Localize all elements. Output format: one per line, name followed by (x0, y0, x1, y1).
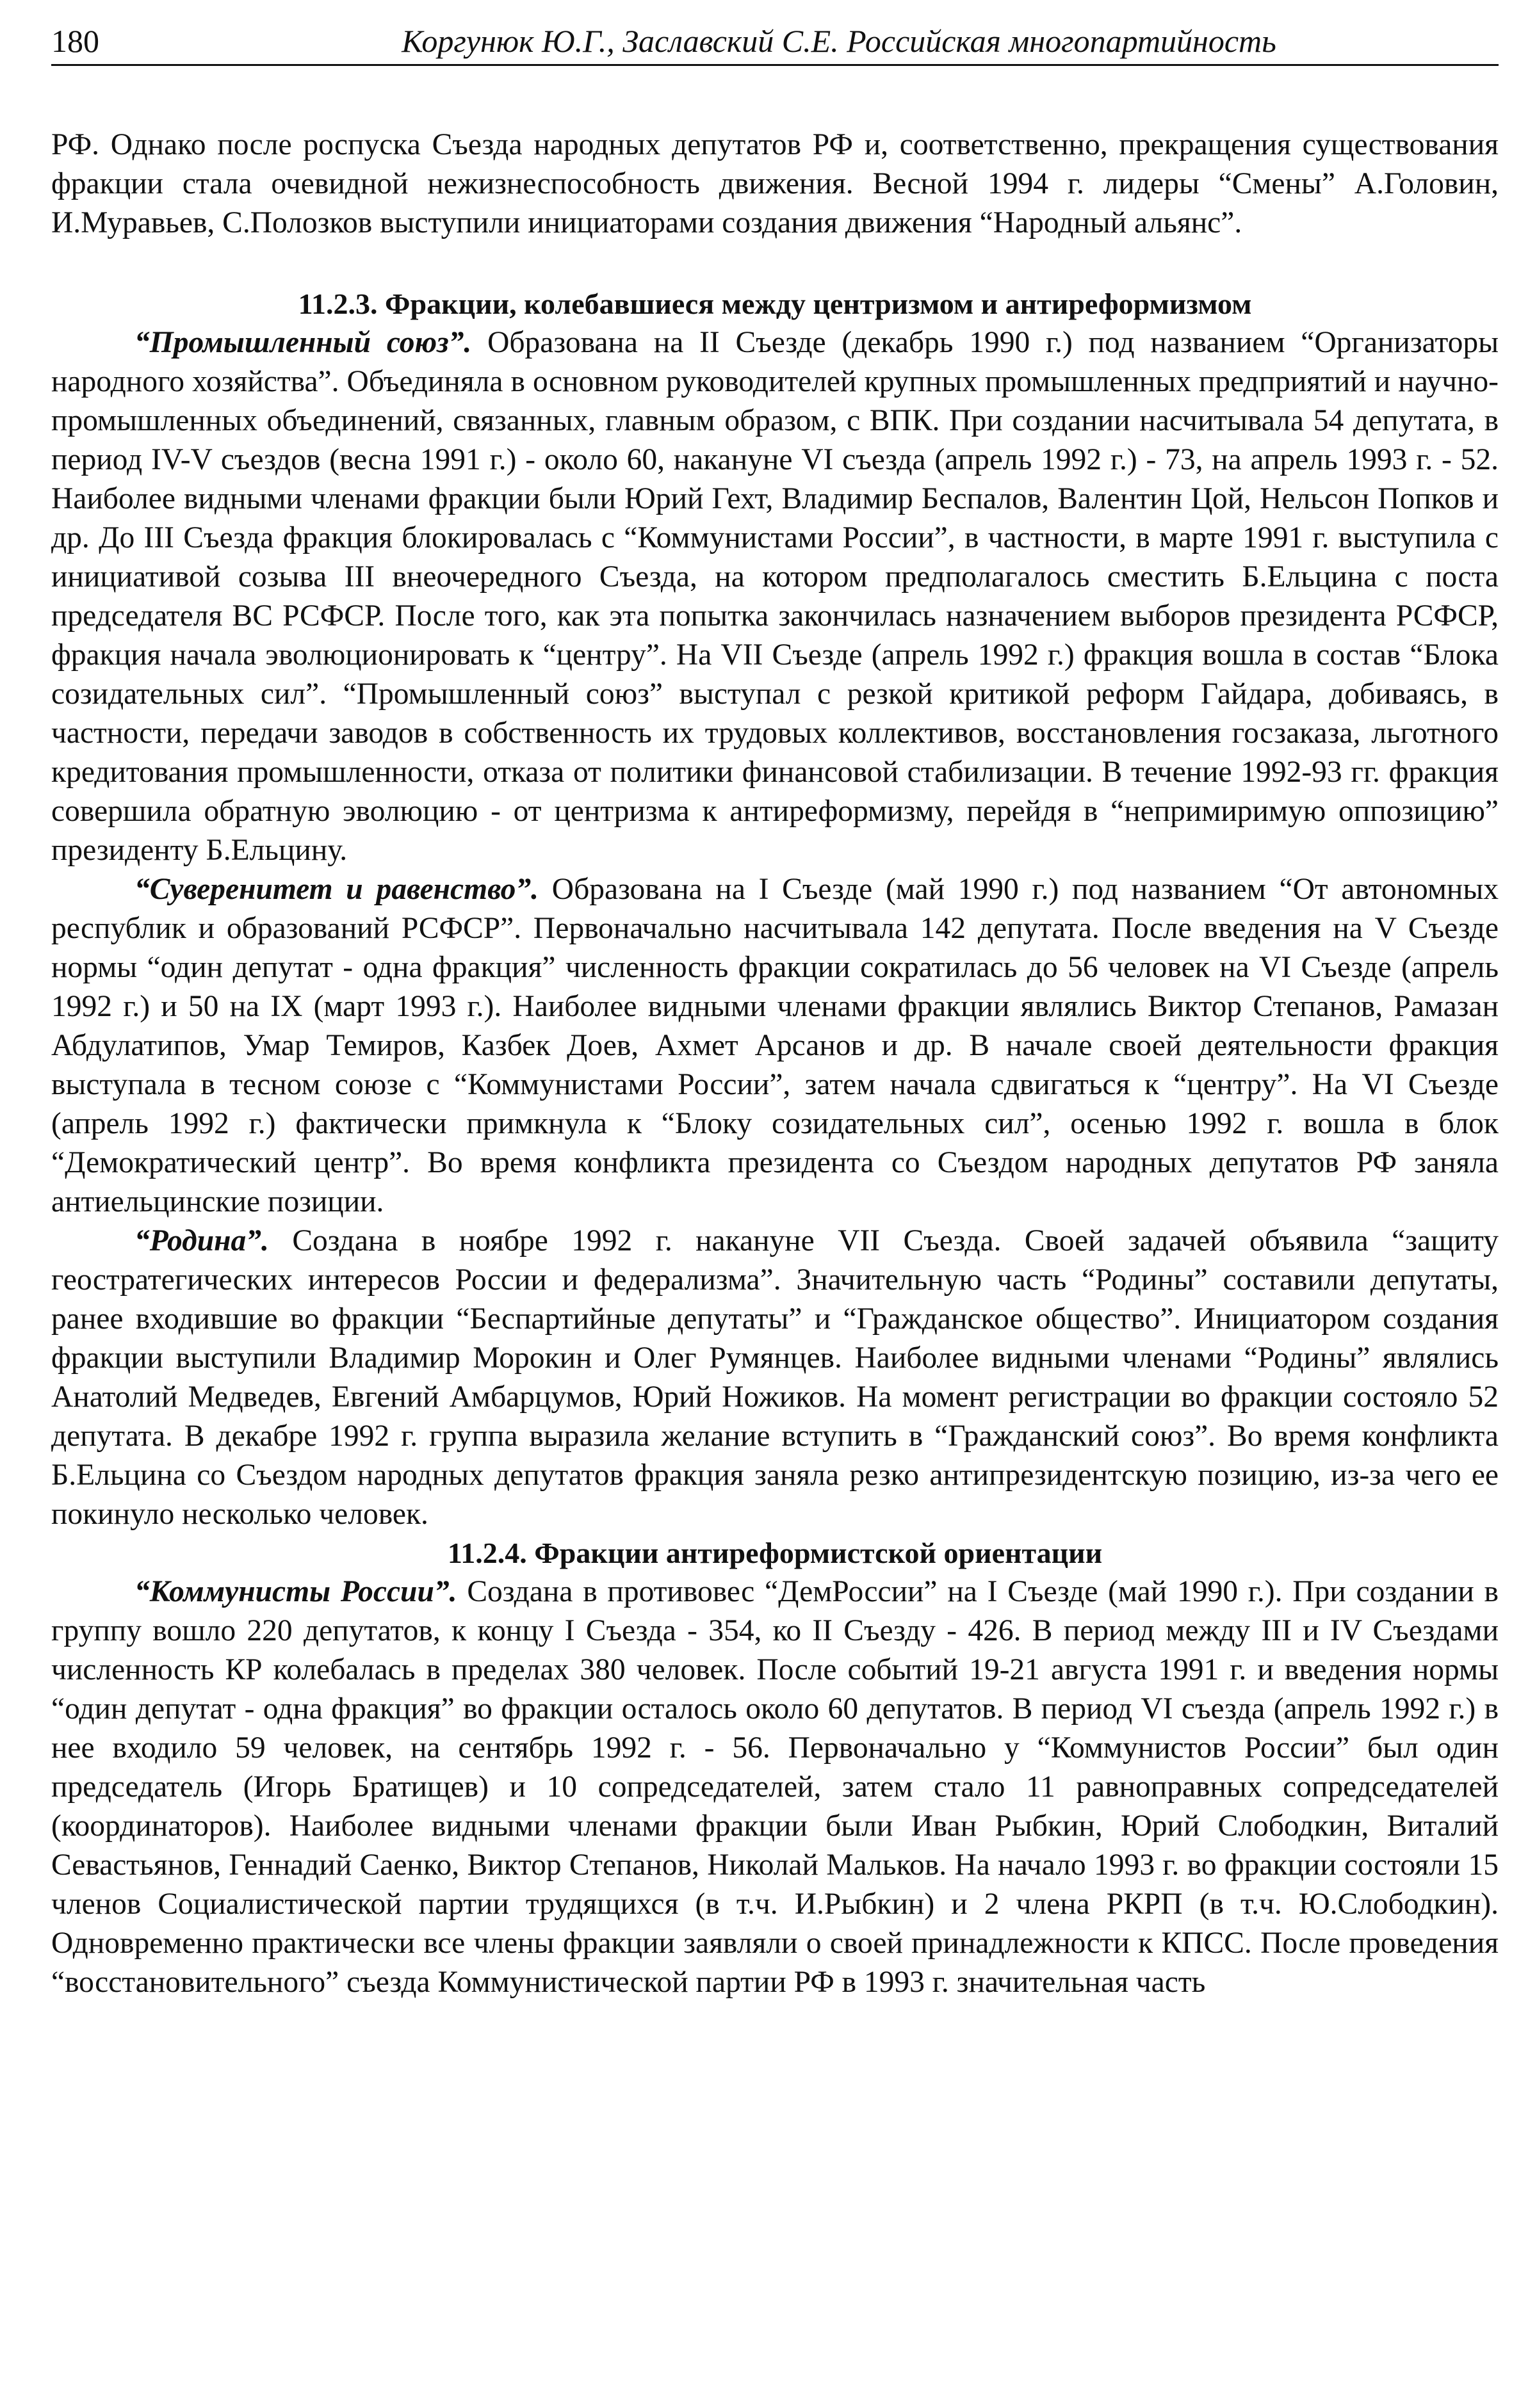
paragraph-lead: “Промышленный союз”. (134, 326, 472, 359)
page-number: 180 (51, 23, 99, 59)
paragraph-text: Образована на II Съезде (декабрь 1990 г.) под названием “Организаторы народного хозяйства”. Объединяла в основном руководителей крупных промышленных предприятий и научно-промышленных объединений, связанных, главным образом, с ВПК. При создании насчитывала 54 депутата, в период IV-V съездов (весна 1991 г.) - около 60, накануне VI съезда (апрель 1992 г.) - 73, на апрель 1993 г. - 52. Наиболее видными членами фракции были Юрий Гехт, Владимир Беспалов, Валентин Цой, Нельсон Попков и др. До III Съезда фракция блокировалась с “Коммунистами России”, в частности, в марте 1991 г. выступила с инициативой созыва III внеочередного Съезда, на котором предполагалось сместить Б.Ельцина с поста председателя ВС РСФСР. После того, как эта попытка закончилась назначением выборов президента РСФСР, фракция начала эволюционировать к “центру”. На VII Съезде (апрель 1992 г.) фракция вошла в состав “Блока созидательных сил”. “Промышленный союз” выступал с резкой критикой реформ Гайдара, добиваясь, в частности, передачи заводов в собственность их трудовых коллективов, восстановления госзаказа, льготного кредитования промышленности, отказа от политики финансовой стабилизации. В течение 1992-93 гг. фракция совершила обратную эволюцию - от центризма к антиреформизму, перейдя в “непримиримую оппозицию” президенту Б.Ельцину. (51, 326, 1499, 867)
intro-paragraph: РФ. Однако после роспуска Съезда народных депутатов РФ и, соответственно, прекращения существования фракции стала очевидной нежизнеспособность движения. Весной 1994 г. лидеры “Смены” А.Головин, И.Муравьев, С.Полозков выступили инициаторами создания движения “Народный альянс”. (51, 128, 1499, 239)
page-body (51, 125, 1499, 2002)
section-heading-11-2-3: 11.2.3. Фракции, колебавшиеся между центризмом и антиреформизмом (298, 287, 1252, 320)
paragraph-rodina (51, 1222, 1499, 1534)
paragraph-lead: “Коммунисты России”. (134, 1575, 457, 1608)
paragraph-promyshlenny-soyuz (51, 323, 1499, 870)
paragraph-lead: “Суверенитет и равенство”. (134, 873, 539, 906)
section-heading-11-2-4: 11.2.4. Фракции антиреформистской ориентации (447, 1537, 1103, 1569)
paragraph-lead: “Родина”. (134, 1224, 269, 1257)
paragraph-text: Создана в противовес “ДемРоссии” на I Съезде (май 1990 г.). При создании в группу вошло 220 депутатов, к концу I Съезда - 354, ко II Съезду - 426. В период между III и IV Съездами численность КР колебалась в пределах 380 человек. После событий 19-21 августа 1991 г. и введения нормы “один депутат - одна фракция” во фракции осталось около 60 депутатов. В период VI съезда (апрель 1992 г.) в нее входило 59 человек, на сентябрь 1992 г. - 56. Первоначально у “Коммунистов России” был один председатель (Игорь Братищев) и 10 сопредседателей, затем стало 11 равноправных сопредседателей (координаторов). Наиболее видными членами фракции были Иван Рыбкин, Юрий Слободкин, Виталий Севастьянов, Геннадий Саенко, Виктор Степанов, Николай Мальков. На начало 1993 г. во фракции состояли 15 членов Социалистической партии трудящихся (в т.ч. И.Рыбкин) и 2 члена РКРП (в т.ч. Ю.Слободкин). Одновременно практически все члены фракции заявляли о своей принадлежности к КПСС. После проведения “восстановительного” съезда Коммунистической партии РФ в 1993 г. значительная часть (51, 1575, 1499, 1999)
paragraph-kommunisty-rossii (51, 1572, 1499, 2002)
paragraph-text: Образована на I Съезде (май 1990 г.) под названием “От автономных республик и образований РСФСР”. Первоначально насчитывала 142 депутата. После введения на V Съезде нормы “один депутат - одна фракция” численность фракции сократилась до 56 человек на VI Съезде (апрель 1992 г.) и 50 на IX (март 1993 г.). Наиболее видными членами фракции являлись Виктор Степанов, Рамазан Абдулатипов, Умар Темиров, Казбек Доев, Ахмет Арсанов и др. В начале своей деятельности фракция выступала в тесном союзе с “Коммунистами России”, затем начала сдвигаться к “центру”. На VI Съезде (апрель 1992 г.) фактически примкнула к “Блоку созидательных сил”, осенью 1992 г. вошла в блок “Демократический центр”. Во время конфликта президента со Съездом народных депутатов РФ заняла антиельцинские позиции. (51, 873, 1499, 1218)
page-header (51, 18, 1499, 66)
running-title: Коргунюк Ю.Г., Заславский С.Е. Российская многопартийность (402, 23, 1276, 59)
paragraph-suverenitet (51, 870, 1499, 1222)
paragraph-text: Создана в ноябре 1992 г. накануне VII Съезда. Своей задачей объявила “защиту геостратегических интересов России и федерализма”. Значительную часть “Родины” составили депутаты, ранее входившие во фракции “Беспартийные депутаты” и “Гражданское общество”. Инициатором создания фракции выступили Владимир Морокин и Олег Румянцев. Наиболее видными членами “Родины” являлись Анатолий Медведев, Евгений Амбарцумов, Юрий Ножиков. На момент регистрации во фракции состояло 52 депутата. В декабре 1992 г. группа выразила желание вступить в “Гражданский союз”. Во время конфликта Б.Ельцина со Съездом народных депутатов фракция заняла резко антипрезидентскую позицию, из-за чего ее покинуло несколько человек. (51, 1224, 1499, 1531)
